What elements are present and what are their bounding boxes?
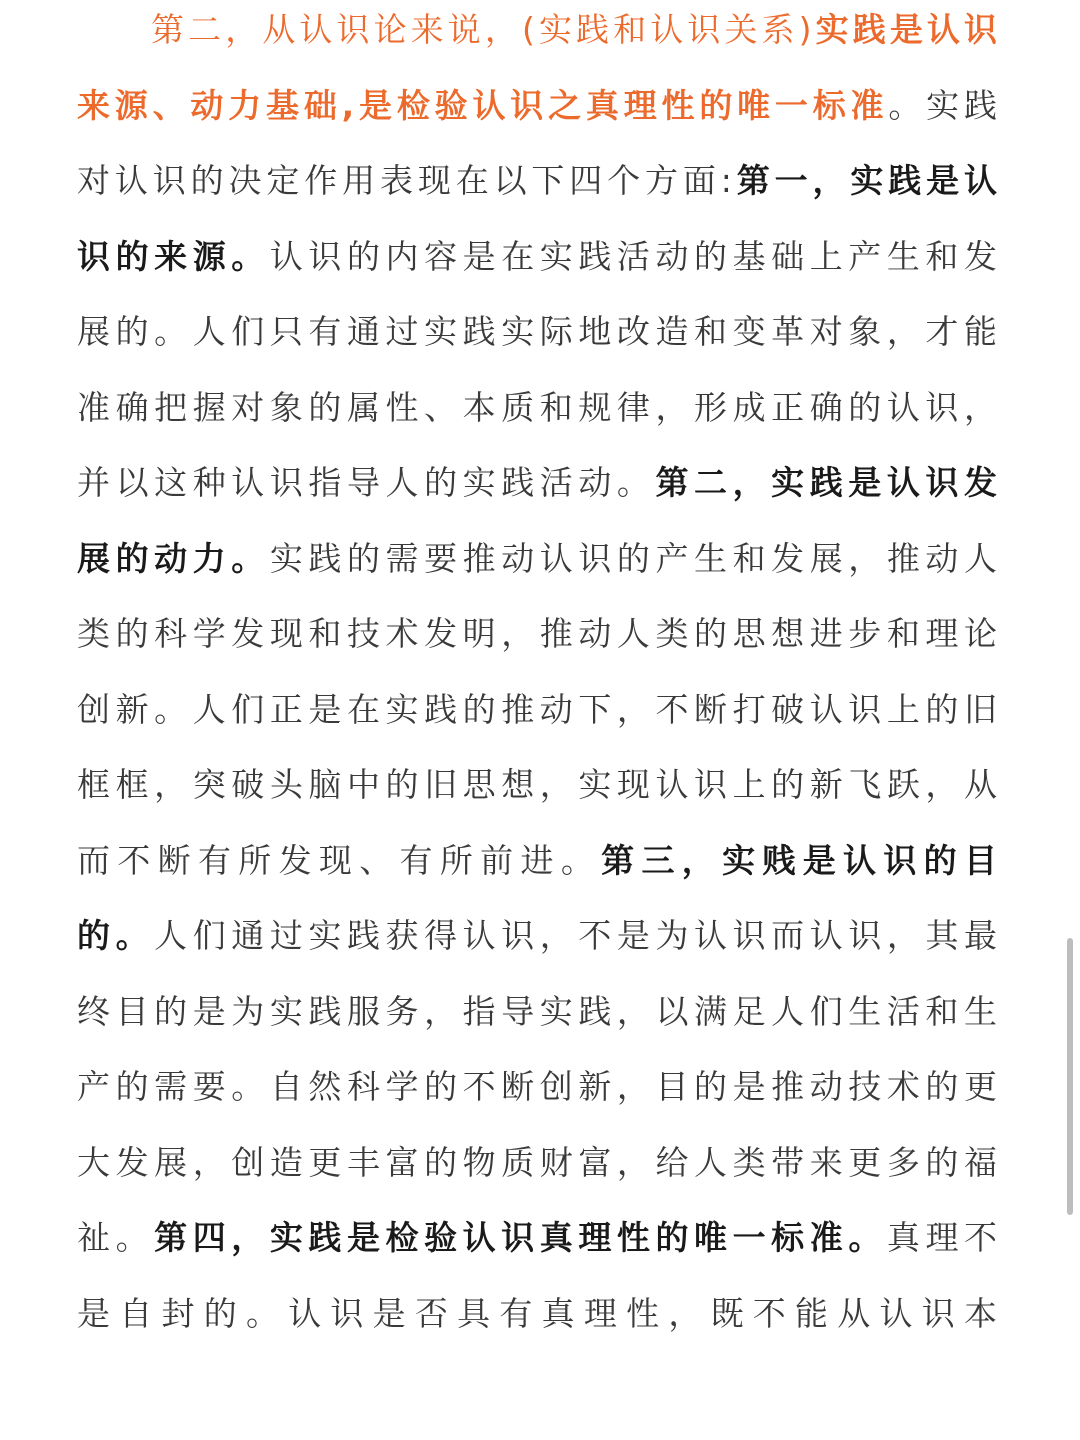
point-four-heading: 第四，实践是检验认识真理性的唯一标准。 <box>154 1218 887 1257</box>
point-two-heading: 第二，实践是认识发展的动力。 <box>77 463 1002 578</box>
point-one-heading: 第一，实践是认识的来源。 <box>77 161 1001 276</box>
key-thesis: 实践是认识来源、动力基础,是检验认识之真理性的唯一标准 <box>77 10 1002 125</box>
point-three-text: 人们通过实践获得认识，不是为认识而认识，其最终目的是为实践服务，指导实践，以满足人们生活和生产的需要。自然科学的不断创新，目的是推动技术的更大发展，创造更丰富的物质财富，给人类带来更多的福祉。 <box>77 916 1002 1257</box>
intro-text: 。实践对认识的决定作用表现在以下四个方面: <box>77 85 1001 200</box>
point-two-text: 实践的需要推动认识的产生和发展，推动人类的科学发现和技术发明，推动人类的思想进步和理论创新。人们正是在实践的推动下，不断打破认识上的旧框框，突破头脑中的旧思想，实现认识上的新飞跃，从而不断有所发现、有所前进。 <box>77 538 1002 880</box>
section-heading: 第二，从认识论来说， <box>151 10 522 49</box>
section-note: (实践和认识关系) <box>521 10 816 49</box>
point-one-text: 认识的内容是在实践活动的基础上产生和发展的。人们只有通过实践实际地改造和变革对象，才能准确把握对象的属性、本质和规律，形成正确的认识，并以这种认识指导人的实践活动。 <box>77 236 1002 502</box>
point-four-text: 真理不是自封的。认识是否具有真理性，既不能从认识本 <box>77 1218 1002 1333</box>
article-paragraph <box>77 0 1001 1351</box>
vertical-scrollbar[interactable] <box>1067 938 1073 1215</box>
point-three-heading: 第三，实贱是认识的目的。 <box>77 840 1002 955</box>
